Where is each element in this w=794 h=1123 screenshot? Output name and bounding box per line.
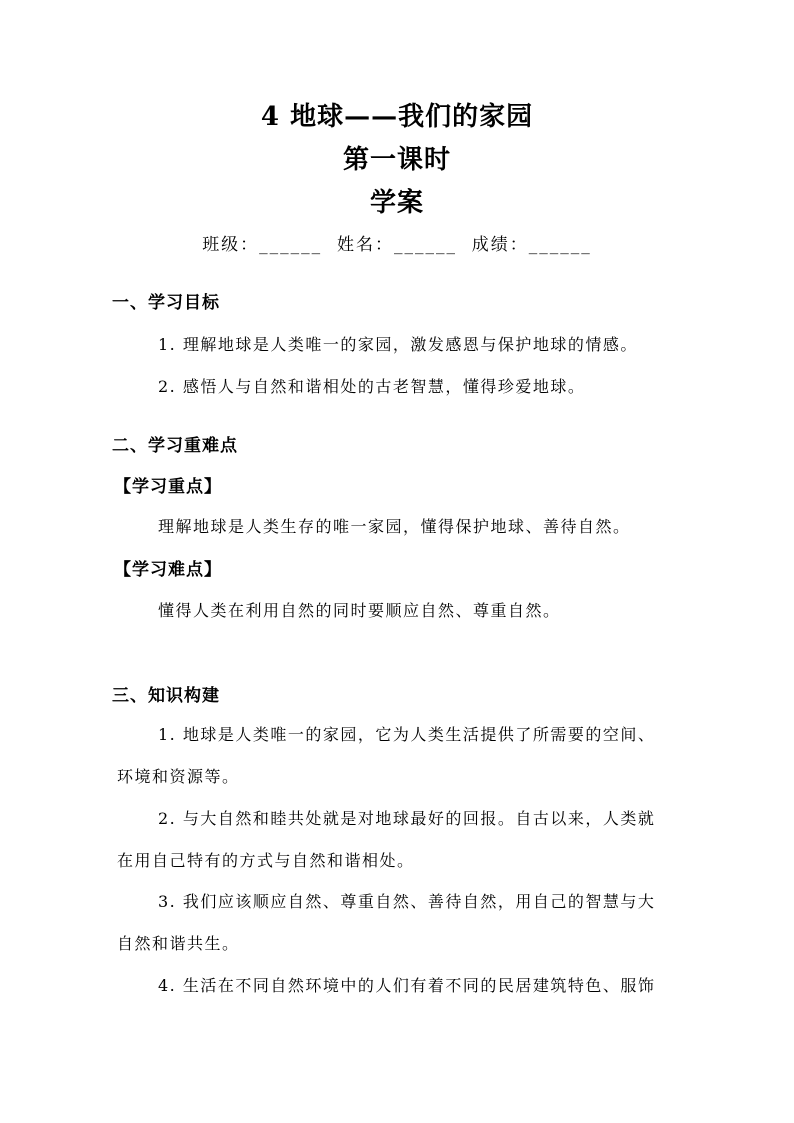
knowledge-item-2-line-2: 在用自己特有的方式与自然和谐相处。 [117, 851, 415, 870]
title-block [0, 96, 794, 225]
lesson-title: 4 地球——我们的家园 [260, 102, 534, 132]
knowledge-item-4-line-1: 4. 生活在不同自然环境中的人们有着不同的民居建筑特色、服饰 [158, 976, 656, 995]
lesson-period: 第一课时 [342, 145, 451, 175]
student-info-line: 班级：______ 姓名：______ 成绩：______ [202, 235, 592, 255]
difficult-point-text: 懂得人类在利用自然的同时要顺应自然、尊重自然。 [158, 601, 561, 620]
knowledge-item-3-line-2: 自然和谐共生。 [117, 934, 240, 953]
section-heading-objectives: 一、学习目标 [112, 293, 220, 313]
objective-item-1: 1. 理解地球是人类唯一的家园，激发感恩与保护地球的情感。 [158, 335, 638, 354]
section-heading-knowledge: 三、知识构建 [112, 686, 220, 706]
section-heading-key-points: 二、学习重难点 [112, 436, 238, 456]
knowledge-item-2-line-1: 2. 与大自然和睦共处就是对地球最好的回报。自古以来，人类就 [158, 809, 656, 828]
difficult-point-label: 【学习难点】 [114, 560, 222, 580]
objective-item-2: 2. 感悟人与自然和谐相处的古老智慧，懂得珍爱地球。 [158, 377, 586, 396]
knowledge-item-3-line-1: 3. 我们应该顺应自然、尊重自然、善待自然，用自己的智慧与大 [158, 892, 656, 911]
knowledge-item-1-line-2: 环境和资源等。 [117, 767, 240, 786]
knowledge-item-1-line-1: 1. 地球是人类唯一的家园，它为人类生活提供了所需要的空间、 [158, 725, 656, 744]
key-point-text: 理解地球是人类生存的唯一家园，懂得保护地球、善待自然。 [158, 517, 631, 536]
document-type: 学案 [369, 188, 424, 218]
key-point-label: 【学习重点】 [114, 477, 222, 497]
